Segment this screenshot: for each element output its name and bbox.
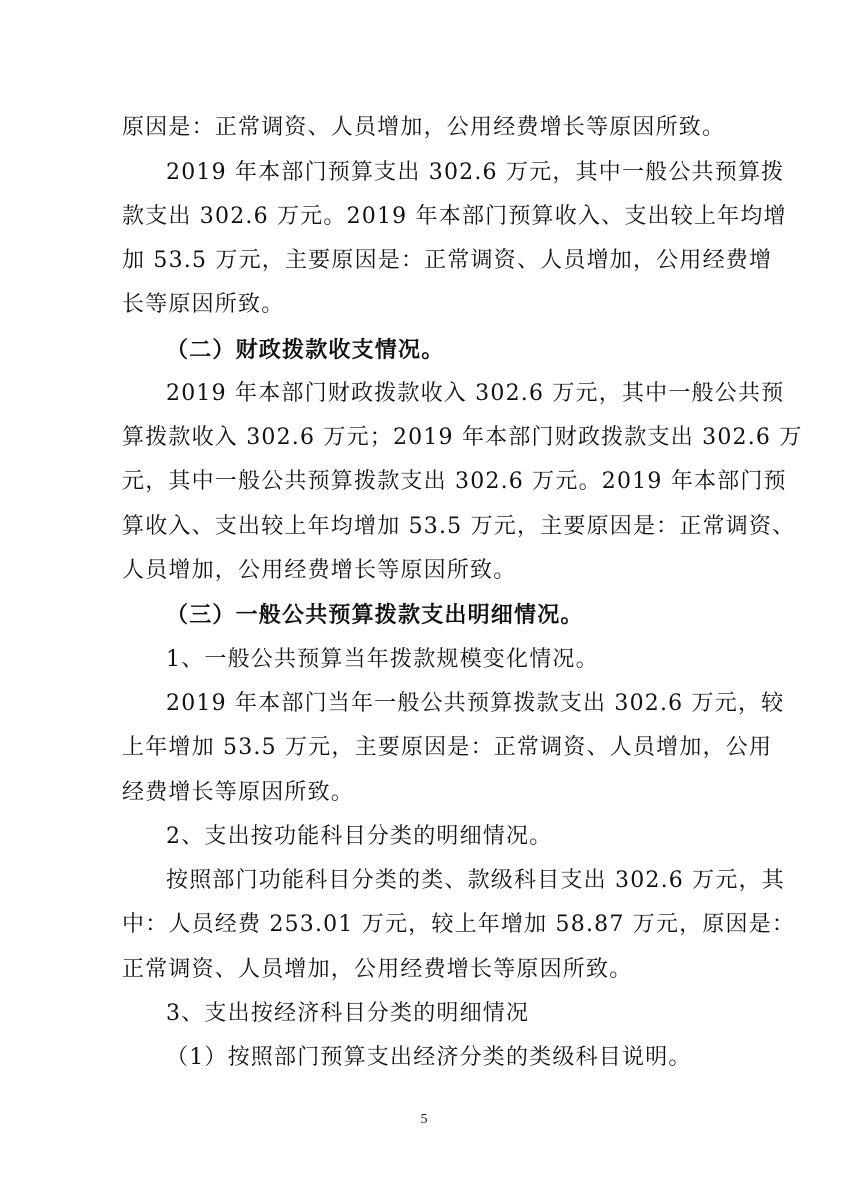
text-line: 中：人员经费 253.01 万元，较上年增加 58.87 万元，原因是： [122, 912, 796, 937]
subsection-heading-3: 3、支出按经济科目分类的明细情况 [166, 1001, 530, 1026]
subsection-item: （1）按照部门预算支出经济分类的类级科目说明。 [166, 1045, 692, 1070]
paragraph-start-line: 按照部门功能科目分类的类、款级科目支出 302.6 万元，其 [166, 868, 785, 893]
text-line: 经费增长等原因所致。 [122, 780, 355, 805]
paragraph-start-line: 2019 年本部门预算支出 302.6 万元，其中一般公共预算拨 [166, 160, 785, 185]
subsection-heading-1: 1、一般公共预算当年拨款规模变化情况。 [166, 647, 599, 672]
text-line: 原因是：正常调资、人员增加，公用经费增长等原因所致。 [122, 115, 726, 140]
text-line: 算收入、支出较上年均增加 53.5 万元，主要原因是：正常调资、 [122, 514, 796, 539]
text-line: 算拨款收入 302.6 万元；2019 年本部门财政拨款支出 302.6 万 [122, 425, 803, 450]
text-line: 正常调资、人员增加，公用经费增长等原因所致。 [122, 957, 633, 982]
section-heading-2: （二）财政拨款收支情况。 [166, 337, 445, 363]
text-line: 上年增加 53.5 万元，主要原因是：正常调资、人员增加，公用 [122, 735, 773, 760]
paragraph-start-line: 2019 年本部门财政拨款收入 302.6 万元，其中一般公共预 [166, 381, 785, 406]
paragraph-start-line: 2019 年本部门当年一般公共预算拨款支出 302.6 万元，较 [166, 691, 785, 716]
text-line: 加 53.5 万元，主要原因是：正常调资、人员增加，公用经费增 [122, 248, 773, 273]
page-number: 5 [420, 1112, 428, 1127]
subsection-heading-2: 2、支出按功能科目分类的明细情况。 [166, 824, 553, 849]
section-heading-3: （三）一般公共预算拨款支出明细情况。 [166, 602, 584, 628]
text-line: 款支出 302.6 万元。2019 年本部门预算收入、支出较上年均增 [122, 204, 787, 229]
text-line: 元，其中一般公共预算拨款支出 302.6 万元。2019 年本部门预 [122, 469, 787, 494]
text-line: 长等原因所致。 [122, 292, 285, 317]
text-line: 人员增加，公用经费增长等原因所致。 [122, 558, 517, 583]
